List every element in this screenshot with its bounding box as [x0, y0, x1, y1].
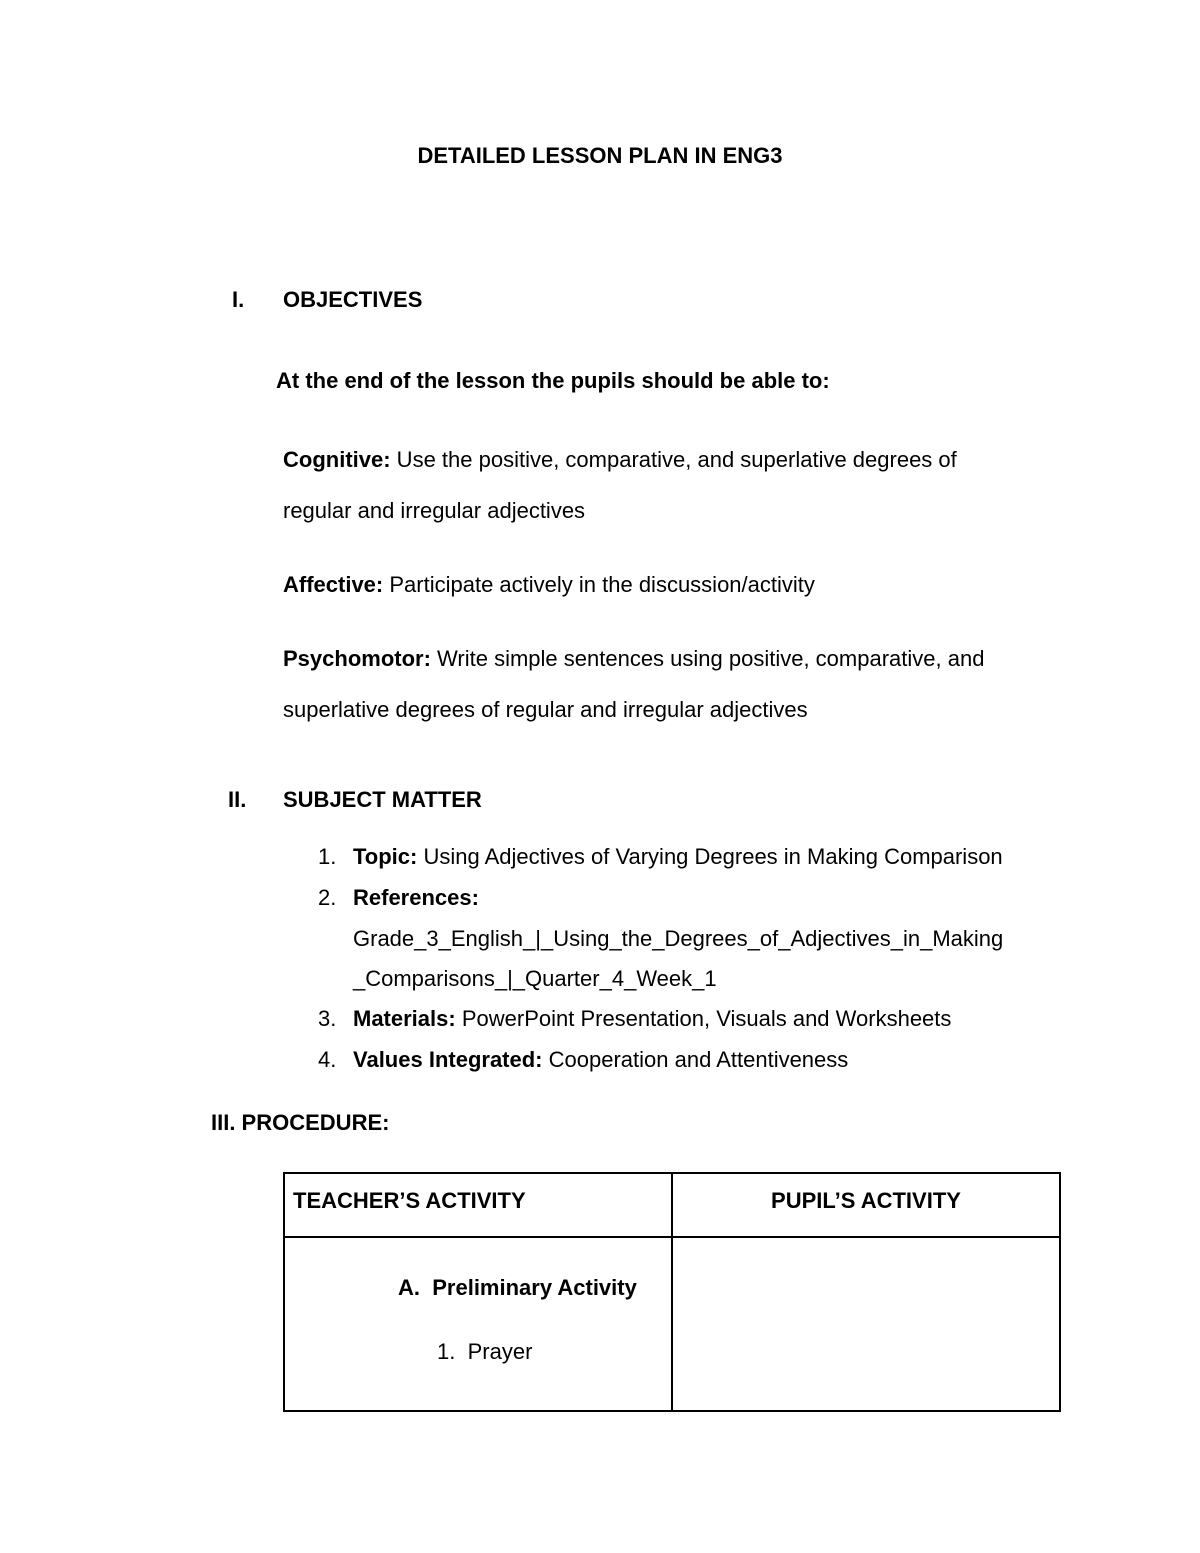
objectives-intro: At the end of the lesson the pupils should be able to:: [276, 368, 830, 393]
objectives-heading: OBJECTIVES: [283, 287, 423, 312]
teacher-activity-header-cell: [284, 1173, 672, 1237]
sub-item-number: 1.: [437, 1339, 456, 1364]
references-text-line2: _Comparisons_|_Quarter_4_Week_1: [353, 966, 717, 991]
affective-objective: [283, 572, 815, 598]
page-title: DETAILED LESSON PLAN IN ENG3: [417, 143, 783, 168]
subject-item-references: [318, 885, 479, 911]
affective-label: Affective:: [283, 572, 384, 597]
cognitive-objective: [283, 447, 957, 473]
values-label: Values Integrated:: [353, 1047, 543, 1072]
psychomotor-objective: [283, 646, 984, 672]
cognitive-text-line2: regular and irregular adjectives: [283, 498, 586, 523]
pupil-activity-header-cell: [672, 1173, 1060, 1237]
subject-item-values: [318, 1047, 848, 1073]
cognitive-text: Use the positive, comparative, and superlative degrees of: [390, 447, 957, 472]
affective-text: Participate actively in the discussion/activity: [383, 572, 815, 597]
subject-matter-heading: SUBJECT MATTER: [283, 787, 482, 812]
subject-matter-numeral: II.: [228, 787, 247, 812]
topic-label: Topic:: [353, 844, 418, 869]
sub-item-text: Prayer: [467, 1339, 533, 1364]
list-number: 1.: [318, 844, 337, 869]
materials-label: Materials:: [353, 1006, 456, 1031]
references-text-line1: Grade_3_English_|_Using_the_Degrees_of_Adjectives_in_Making: [353, 926, 1004, 951]
psychomotor-text-line2: superlative degrees of regular and irregular adjectives: [283, 697, 808, 722]
teacher-activity-header: TEACHER’S ACTIVITY: [293, 1188, 526, 1213]
section-letter: A.: [398, 1275, 420, 1300]
pupil-activity-header: PUPIL’S ACTIVITY: [771, 1188, 961, 1213]
subject-item-topic: [318, 844, 1003, 870]
topic-text: Using Adjectives of Varying Degrees in Making Comparison: [417, 844, 1003, 869]
list-number: 2.: [318, 885, 337, 910]
objectives-numeral: I.: [232, 287, 245, 312]
procedure-heading: III. PROCEDURE:: [211, 1110, 390, 1135]
section-preliminary-activity: [398, 1275, 637, 1301]
pupil-activity-cell: [672, 1237, 1060, 1411]
materials-text: PowerPoint Presentation, Visuals and Worksheets: [455, 1006, 952, 1031]
cognitive-label: Cognitive:: [283, 447, 391, 472]
section-title: Preliminary Activity: [432, 1275, 637, 1300]
psychomotor-label: Psychomotor:: [283, 646, 431, 671]
values-text: Cooperation and Attentiveness: [542, 1047, 849, 1072]
teacher-activity-cell: [284, 1237, 672, 1411]
psychomotor-text: Write simple sentences using positive, comparative, and: [430, 646, 985, 671]
subject-item-materials: [318, 1006, 951, 1032]
references-label: References:: [353, 885, 479, 910]
sub-item-prayer: [437, 1339, 532, 1365]
procedure-table: [283, 1172, 1061, 1412]
list-number: 4.: [318, 1047, 337, 1072]
list-number: 3.: [318, 1006, 337, 1031]
